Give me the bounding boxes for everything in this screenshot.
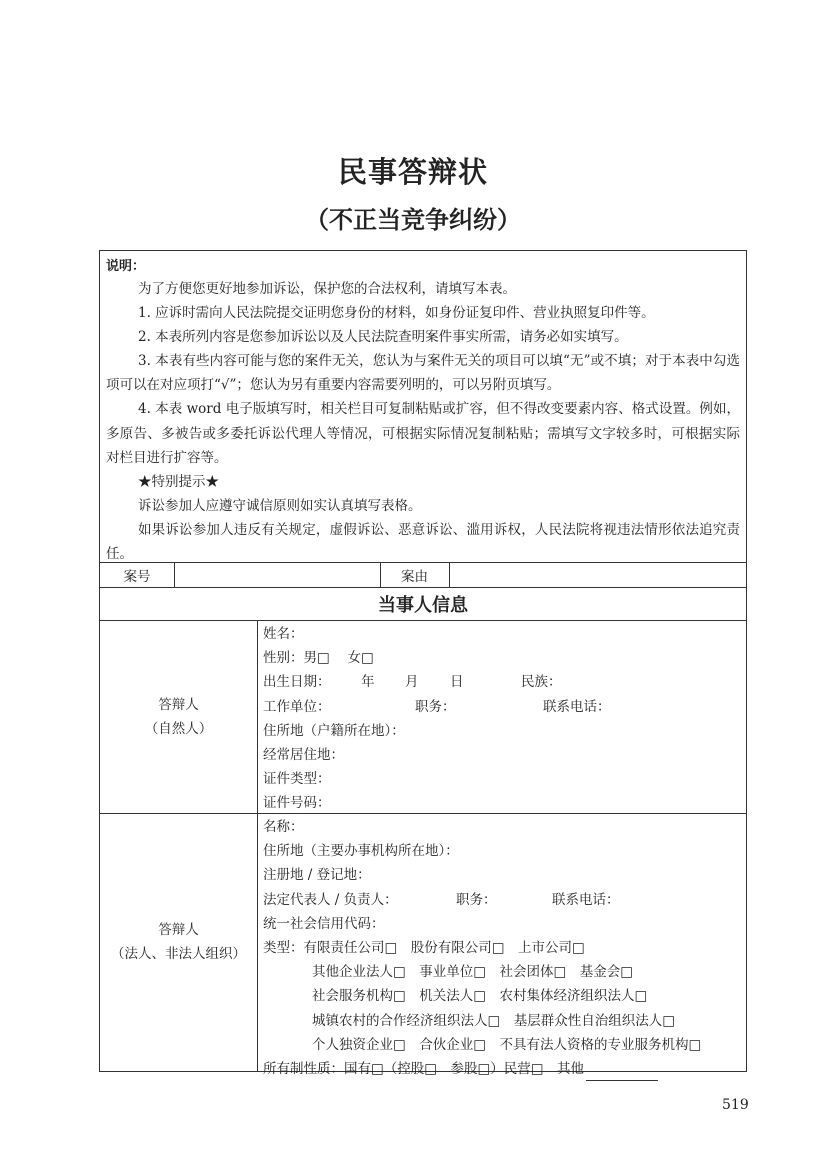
page-title: 民事答辩状 bbox=[337, 155, 488, 189]
page-subtitle: （不正当竞争纠纷） bbox=[305, 205, 521, 234]
natural-person-type-label: （自然人） bbox=[144, 720, 213, 737]
respondent-label: 答辩人 bbox=[158, 922, 199, 938]
natural-person-label bbox=[100, 620, 257, 813]
entity-name-field[interactable]: 名称： bbox=[263, 819, 304, 835]
habitual-residence-field[interactable]: 经常居住地： bbox=[263, 746, 344, 763]
phone-field[interactable]: 联系电话： bbox=[543, 698, 611, 715]
instructions-label: 说明： bbox=[106, 259, 146, 274]
ownership-options[interactable]: 所有制性质：国有□（控股□ 参股□）民营□ 其他 bbox=[263, 1060, 585, 1077]
day-label: 日 bbox=[450, 674, 464, 691]
entity-type-options[interactable]: 社会服务机构□ 机关法人□ 农村集体经济组织法人□ bbox=[312, 988, 648, 1005]
legal-person-type-label: （法人、非法人组织） bbox=[111, 946, 246, 962]
employer-field[interactable]: 工作单位： bbox=[263, 698, 331, 715]
entity-type-options[interactable]: 其他企业法人□ 事业单位□ 社会团体□ 基金会□ bbox=[312, 964, 634, 981]
instructions-block bbox=[106, 257, 740, 566]
ownership-row[interactable] bbox=[263, 1057, 743, 1081]
ownership-other-blank[interactable] bbox=[586, 1066, 658, 1081]
divider bbox=[257, 620, 258, 1071]
registered-place-field[interactable]: 注册地 / 登记地： bbox=[263, 867, 371, 884]
case-number-field[interactable] bbox=[175, 562, 380, 587]
birth-date-field[interactable] bbox=[263, 670, 743, 694]
birth-date-label: 出生日期： bbox=[263, 674, 331, 691]
case-cause-field[interactable] bbox=[450, 562, 746, 587]
entity-type-options[interactable]: 类型：有限责任公司□ 股份有限公司□ 上市公司□ bbox=[263, 939, 585, 956]
month-label: 月 bbox=[405, 674, 419, 691]
special-notice-heading: ★特别提示★ bbox=[138, 473, 219, 490]
natural-person-fields bbox=[263, 622, 743, 816]
party-info-heading: 当事人信息 bbox=[378, 594, 468, 616]
phone-field[interactable]: 联系电话： bbox=[552, 891, 620, 908]
respondent-label: 答辩人 bbox=[158, 696, 199, 713]
residence-field[interactable]: 住所地（户籍所在地）： bbox=[263, 722, 405, 739]
instructions-paragraph: 1. 应诉时需向人民法院提交证明您身份的材料，如身份证复印件、营业执照复印件等。 bbox=[138, 305, 655, 322]
employer-row bbox=[263, 695, 743, 719]
position-field[interactable]: 职务： bbox=[415, 698, 456, 715]
name-field[interactable]: 姓名： bbox=[263, 626, 304, 642]
instructions-paragraph: 如果诉讼参加人违反有关规定，虚假诉讼、恶意诉讼、滥用诉权，人民法院将视违法情形依法追究责任。 bbox=[106, 521, 740, 563]
instructions-paragraph: 4. 本表 word 电子版填写时，相关栏目可复制粘贴或扩容，但不得改变要素内容、格式设置。例如，多原告、多被告或多委托诉讼代理人等情况，可根据实际情况复制粘贴；需填写文字较多时，可根据实际对栏目进行扩容等。 bbox=[106, 401, 740, 466]
ethnicity-field[interactable]: 民族： bbox=[521, 674, 562, 691]
answer-form-table bbox=[99, 250, 747, 1077]
gender-field[interactable]: 性别：男□ 女□ bbox=[263, 650, 374, 667]
domicile-field[interactable]: 住所地（主要办事机构所在地）： bbox=[263, 843, 459, 860]
case-number-label: 案号 bbox=[123, 568, 151, 585]
legal-person-label bbox=[100, 813, 257, 1071]
instructions-paragraph: 2. 本表所列内容是您参加诉讼以及人民法院查明案件事实所需，请务必如实填写。 bbox=[138, 329, 628, 346]
case-cause-label: 案由 bbox=[401, 568, 428, 585]
instructions-paragraph: 为了方便您更好地参加诉讼，保护您的合法权利，请填写本表。 bbox=[138, 281, 516, 297]
page-number: 519 bbox=[722, 1097, 749, 1113]
instructions-paragraph: 3. 本表有些内容可能与您的案件无关，您认为与案件无关的项目可以填“无”或不填；对于本表中勾选项可以在对应项打“√”；您认为另有重要内容需要列明的，可以另附页填写。 bbox=[106, 353, 740, 394]
legal-rep-field[interactable]: 法定代表人 / 负责人： bbox=[263, 891, 398, 908]
id-number-field[interactable]: 证件号码： bbox=[263, 795, 331, 812]
credit-code-field[interactable]: 统一社会信用代码： bbox=[263, 915, 385, 932]
position-field[interactable]: 职务： bbox=[456, 891, 497, 908]
legal-person-fields bbox=[263, 815, 743, 1081]
instructions-paragraph: 诉讼参加人应遵守诚信原则如实认真填写表格。 bbox=[138, 497, 422, 514]
entity-type-options[interactable]: 个人独资企业□ 合伙企业□ 不具有法人资格的专业服务机构□ bbox=[312, 1036, 702, 1053]
id-type-field[interactable]: 证件类型： bbox=[263, 771, 331, 788]
year-label: 年 bbox=[361, 674, 375, 691]
legal-rep-row bbox=[263, 888, 743, 912]
entity-type-options[interactable]: 城镇农村的合作经济组织法人□ 基层群众性自治组织法人□ bbox=[312, 1012, 676, 1029]
